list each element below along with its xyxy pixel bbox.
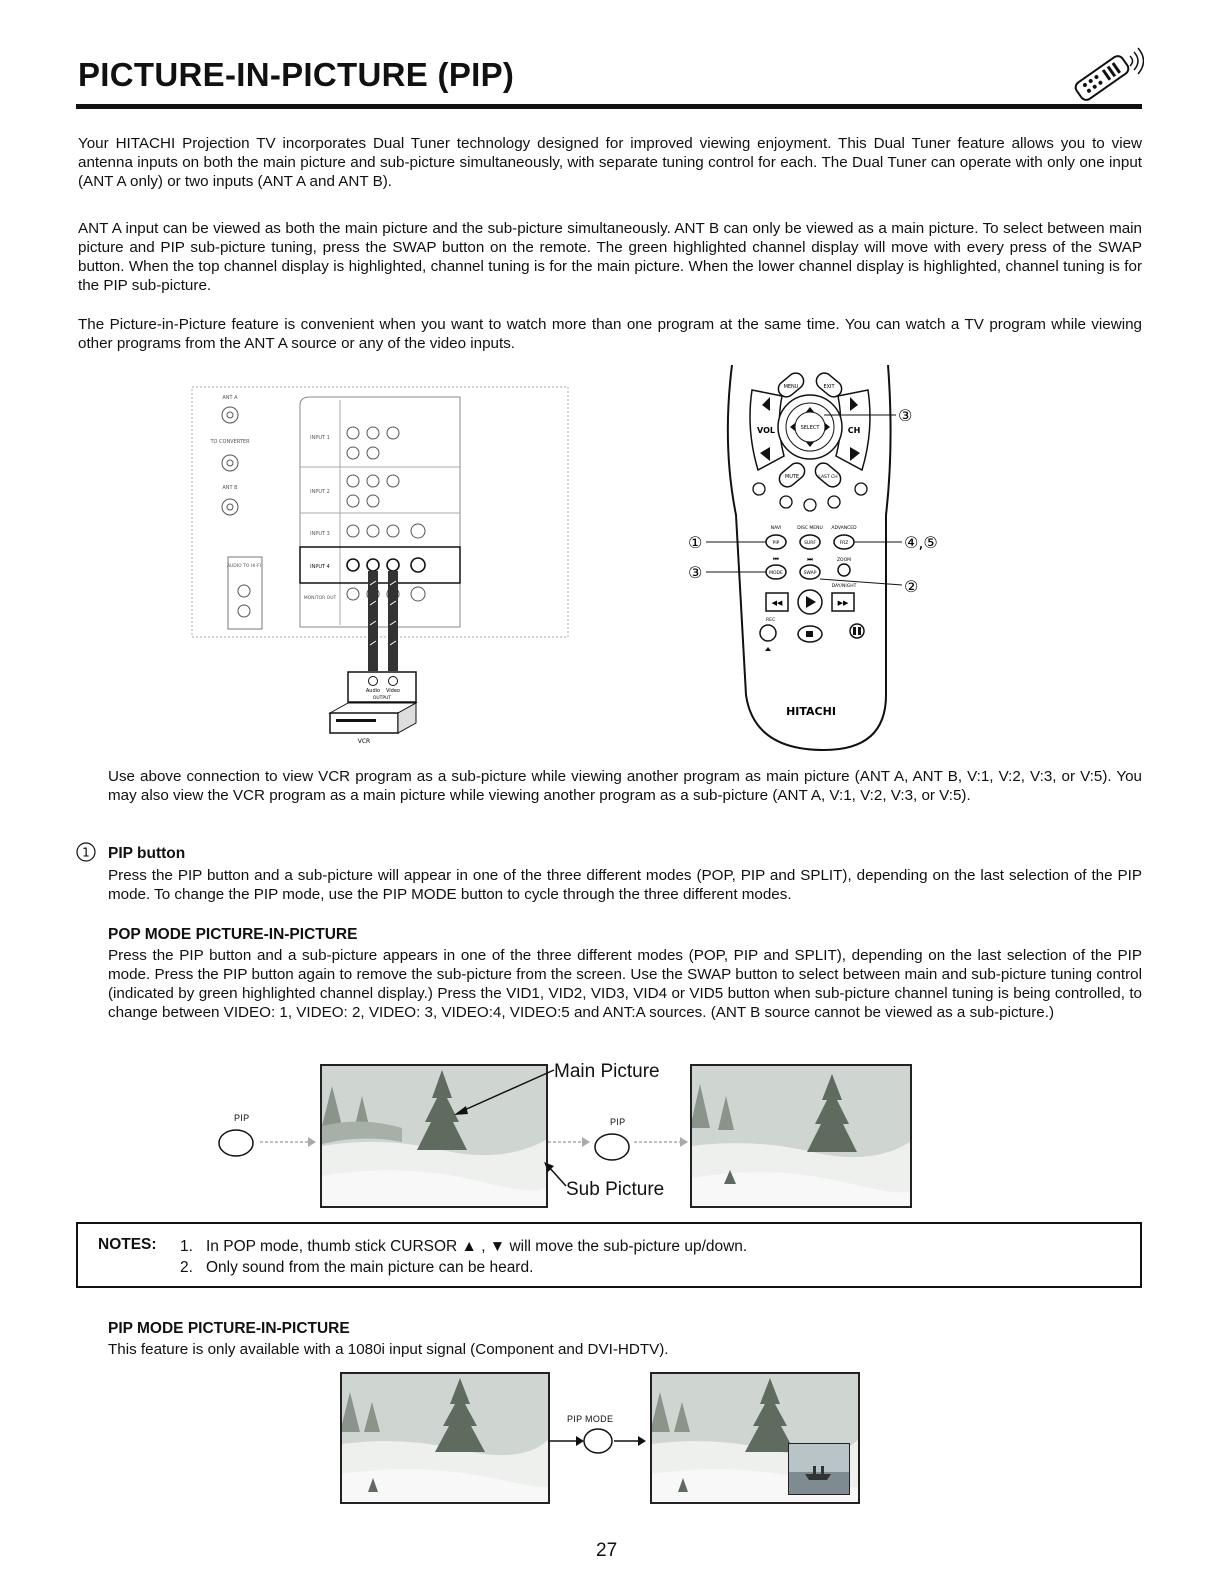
pip-button-icon-2 [592,1130,632,1164]
remote-advanced-label: ADVANCED [831,526,857,531]
remote-diagram [674,365,974,755]
connection-caption: Use above connection to view VCR program as a sub-picture while viewing another program as main picture (ANT A, ANT B, V:1, V:2, V:3, or V:5). You may also view the VCR program as a main picture while viewing another program as a sub-picture (ANT A, V:1, V:2, V:3, or V:5). [108,768,1142,804]
remote-rec-label: REC [766,618,776,623]
arrow-right-icon-3 [632,1130,690,1154]
arrow-right-icon-2 [546,1130,592,1154]
jack-label-input-1: INPUT 1 [310,435,330,441]
note-item [180,1236,747,1257]
main-picture-label: Main Picture [554,1061,660,1082]
jack-label-ant-b: ANT B [222,485,238,491]
notes-label: NOTES: [98,1236,157,1253]
remote-vol-label: VOL [757,426,775,435]
pip-button-heading: PIP button [108,845,186,862]
remote-exit-label: EXIT [823,384,835,390]
remote-mode-label: MODE [769,571,783,576]
remote-select-label: SELECT [800,425,820,431]
output-jack-audio: Audio [365,688,381,694]
remote-swap-label: SWAP [803,571,817,576]
remote-lastch-label: LAST CH [818,475,838,480]
jack-label-ant-a: ANT A [222,395,238,401]
remote-menu-label: MENU [783,384,799,390]
pip-label-1: PIP [234,1113,250,1123]
remote-navi-label: NAVI [770,526,782,531]
remote-control-icon [1060,44,1144,104]
jack-label-to-converter: TO CONVERTER [210,439,250,445]
vcr-connection-diagram [190,385,570,745]
output-label: OUTPUT [372,696,392,701]
note-number: 2. [180,1259,193,1276]
svg-text:◀◀: ◀◀ [771,599,783,607]
callout-4-5-freeze: ④,⑤ [904,533,938,552]
note-text: Only sound from the main picture can be heard. [206,1259,534,1276]
pop-mode-heading: POP MODE PICTURE-IN-PICTURE [108,926,358,943]
pip-mode-before-photo [340,1372,550,1504]
remote-mute-label: MUTE [784,474,800,480]
remote-ch-label: CH [847,426,861,435]
intro-paragraph-1: Your HITACHI Projection TV incorporates Dual Tuner technology designed for improved viewing enjoyment. This Dual Tuner feature allows you to view antenna inputs on both the main picture and sub-picture simultaneously, with separate tuning control for each. The Dual Tuner can operate with only one input (ANT A only) or two inputs (ANT A and ANT B). [78,135,1142,190]
intro-paragraph-3: The Picture-in-Picture feature is convenient when you want to watch more than one program at the same time. You can watch a TV program while viewing other programs from the ANT A source or any of the video inputs. [78,316,1142,352]
jack-label-input-4: INPUT 4 [310,564,330,570]
pip-label-2: PIP [610,1117,626,1127]
pip-mode-inset-photo [788,1443,850,1495]
note-item [180,1257,747,1278]
jack-label-audio-hifi: AUDIO TO HI-FI [226,564,262,569]
arrow-right-icon [258,1130,318,1154]
page-number: 27 [596,1540,618,1561]
pop-mode-text: Press the PIP button and a sub-picture appears in one of the three different modes (POP, PIP and SPLIT), depending on the last selection of the PIP mode. Press the PIP button again to remove the sub-picture from the screen. Use the SWAP button to select between main and sub-picture tuning control (indicated by green highlighted channel display.) Press the VID1, VID2, VID3, VID4 or VID5 button when sub-picture channel tuning is being controlled, to change between VIDEO: 1, VIDEO: 2, VIDEO: 3, VIDEO:4, VIDEO:5 and ANT:A sources. (ANT B source cannot be viewed as a sub-picture.) [108,947,1142,1021]
svg-text:⏭: ⏭ [807,556,813,563]
pip-mode-button-label: PIP MODE [567,1414,614,1424]
callout-2-swap: ② [904,577,919,596]
pip-button-text: Press the PIP button and a sub-picture will appear in one of the three different modes (POP, PIP and SPLIT), depending on the last selection of the PIP mode. To change the PIP mode, use the PIP MODE button to cycle through the three different modes. [108,867,1142,903]
title-rule [76,104,1142,109]
pip-mode-text: This feature is only available with a 1080i input signal (Component and DVI-HDTV). [108,1341,669,1358]
step-1-circle-icon [76,842,96,862]
jack-label-input-3: INPUT 3 [310,531,330,537]
callout-3-select: ③ [898,406,913,425]
step-number: 1 [82,845,90,860]
note-text: In POP mode, thumb stick CURSOR ▲ , ▼ will move the sub-picture up/down. [206,1238,748,1255]
main-picture-arrow-icon [450,1064,560,1124]
svg-text:▶▶: ▶▶ [837,599,849,607]
output-jack-video: Video [385,688,401,694]
note-number: 1. [180,1238,193,1255]
sub-picture-label: Sub Picture [566,1179,665,1200]
remote-surf-label: SURF [804,541,816,546]
notes-list [180,1236,747,1278]
remote-zoom-label: ZOOM [836,558,852,563]
jack-label-input-2: INPUT 2 [310,489,330,495]
remote-freeze-label: FRZ [839,541,849,546]
svg-text:⏮: ⏮ [773,556,779,563]
callout-3-mode: ③ [688,563,703,582]
pip-button-icon-1 [216,1126,256,1160]
intro-paragraph-2: ANT A input can be viewed as both the main picture and the sub-picture simultaneously. ANT B can only be viewed as a main picture. To select between main picture and PIP sub-picture tuning, press the SWAP button on the remote. The green highlighted channel display will move with every press of the SWAP button. When the top channel display is highlighted, channel tuning is for the main picture. When the lower channel display is highlighted, channel tuning is for the PIP sub-picture. [78,220,1142,294]
pip-mode-heading: PIP MODE PICTURE-IN-PICTURE [108,1320,350,1337]
remote-discmenu-label: DISC MENU [797,526,823,531]
pip-mode-button-icon [546,1424,650,1458]
remote-brand-label: HITACHI [786,705,836,718]
jack-label-monitor-out: MONITOR OUT [303,596,337,601]
remote-pip-label: PIP [772,541,780,546]
pop-result-photo [690,1064,912,1208]
remote-daynight-label: DAY/NIGHT [831,584,857,589]
page-title: PICTURE-IN-PICTURE (PIP) [78,56,515,93]
vcr-label: VCR [357,738,371,745]
callout-1-pip: ① [688,533,703,552]
